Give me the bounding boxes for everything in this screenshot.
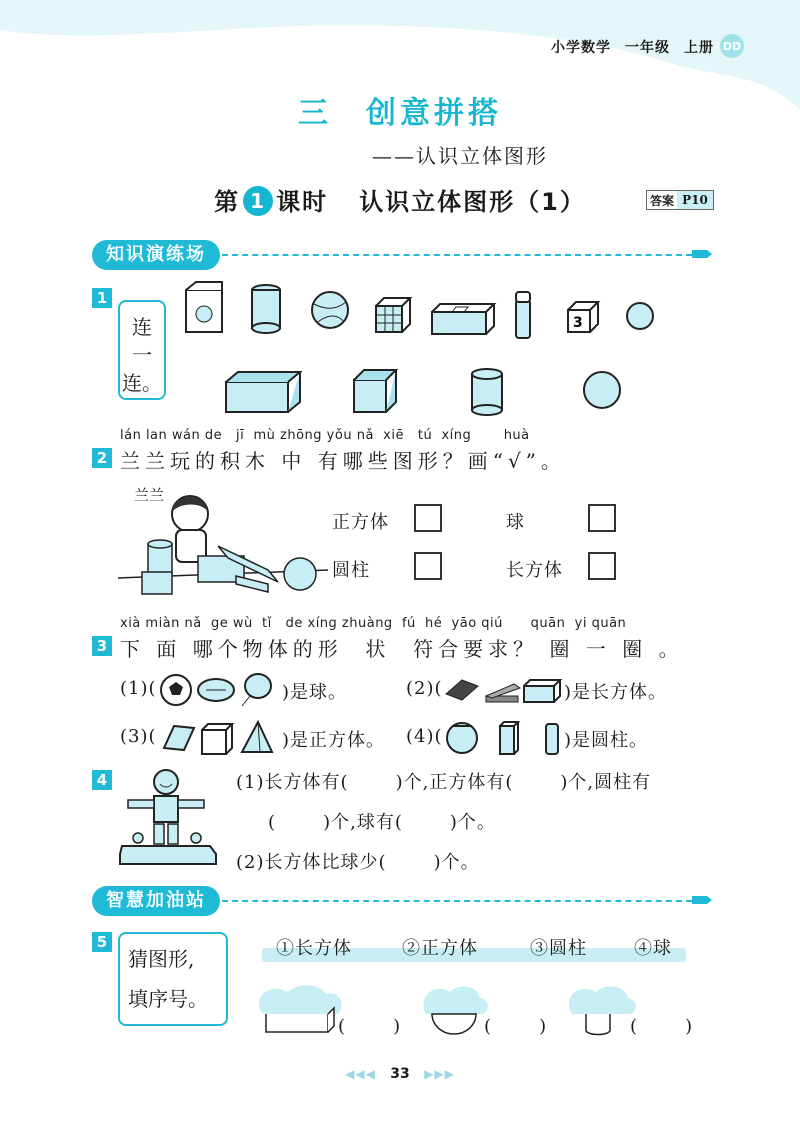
dice-icon[interactable] xyxy=(568,302,598,332)
q4-robot-figure xyxy=(116,768,218,868)
dice-face: 3 xyxy=(573,315,583,331)
cylinder-shape[interactable] xyxy=(472,369,502,415)
q2-option-label: 长方体 xyxy=(506,560,563,581)
toy-ball xyxy=(284,558,316,590)
section-divider xyxy=(222,900,692,902)
header-badge: DD xyxy=(720,34,744,58)
cloud-cuboid xyxy=(259,985,342,1032)
ball-icon[interactable] xyxy=(312,292,348,328)
suitcase-icon[interactable] xyxy=(432,304,494,334)
toy-cylinder xyxy=(148,540,172,574)
cuboid-shape[interactable] xyxy=(226,372,300,412)
milk-carton-icon[interactable] xyxy=(186,282,222,332)
q2-illustration xyxy=(118,486,328,598)
q5-option: ②正方体 xyxy=(402,938,478,959)
q4-line1: (1)长方体有( )个,正方体有( )个,圆柱有 xyxy=(236,772,652,793)
q3-item-label: (2)( xyxy=(406,678,443,699)
q3-pinyin: xià miàn nǎ ge wù tǐ de xíng zhuàng fú hé yāo qiú quān yi quān xyxy=(120,616,627,631)
q2-option-label: 圆柱 xyxy=(332,560,370,581)
q3-item1-objects xyxy=(160,672,280,708)
rugby-ball-icon[interactable] xyxy=(198,679,234,701)
q3-item-tail: )是圆柱。 xyxy=(564,730,649,751)
page-footer xyxy=(0,1066,800,1082)
tall-box-icon[interactable] xyxy=(500,722,518,754)
girl-figure xyxy=(172,496,208,562)
q5-cloud-shapes xyxy=(254,982,694,1038)
chocolate-bar-icon[interactable] xyxy=(446,680,478,700)
q3-question: 下 面 哪个物体的形 状 符合要求？ 圈 一 圈 。 xyxy=(120,637,684,661)
rubiks-cube-icon[interactable] xyxy=(376,298,410,332)
soccer-ball-icon[interactable] xyxy=(161,675,191,705)
unit-title xyxy=(0,88,800,132)
balloon-icon[interactable] xyxy=(242,674,271,706)
cube-box-icon[interactable] xyxy=(202,724,232,754)
lesson-prefix: 第 xyxy=(214,188,241,216)
q1-label-line: 一 xyxy=(132,343,152,367)
q2-option-label: 正方体 xyxy=(332,512,389,533)
question-number-2: 2 xyxy=(92,448,112,468)
q1-bottom-shapes xyxy=(220,368,640,418)
q5-label-box xyxy=(118,932,228,1026)
can-icon[interactable] xyxy=(252,285,280,333)
box-icon[interactable] xyxy=(524,680,560,702)
q2-checkbox-sphere[interactable] xyxy=(588,504,616,532)
unit-number: 三 xyxy=(298,96,332,131)
stapler-icon[interactable] xyxy=(486,684,520,702)
q5-blank[interactable]: ( ) xyxy=(630,1016,694,1037)
prev-arrows-icon: ◀◀◀ xyxy=(345,1067,376,1081)
question-number-3: 3 xyxy=(92,636,112,656)
q2-girl-name: 兰兰 xyxy=(134,486,165,504)
battery-icon[interactable] xyxy=(546,724,558,754)
q5-option: ④球 xyxy=(634,938,672,959)
header-volume: 上册 xyxy=(684,40,714,56)
page-number: 33 xyxy=(390,1066,410,1082)
q3-item-tail: )是长方体。 xyxy=(564,682,668,703)
q3-item-label: (1)( xyxy=(120,678,157,699)
q3-item-tail: )是球。 xyxy=(282,682,348,703)
unit-subtitle: ——认识立体图形 xyxy=(372,144,548,168)
question-number-4: 4 xyxy=(92,770,112,790)
cloud-sphere xyxy=(423,986,487,1034)
answer-page: P10 xyxy=(677,191,713,209)
q1-label-line: 连。 xyxy=(122,371,162,395)
q5-option: ①长方体 xyxy=(276,938,352,959)
q2-checkbox-cube[interactable] xyxy=(414,504,442,532)
next-arrows-icon: ▶▶▶ xyxy=(424,1067,455,1081)
q1-label-box xyxy=(118,300,166,400)
header-grade: 一年级 xyxy=(625,40,670,56)
answer-tag xyxy=(646,190,714,210)
q1-label-line: 连 xyxy=(132,315,152,339)
q2-question: 兰兰玩的积木 中 有哪些图形？画“√”。 xyxy=(120,449,566,473)
q5-option: ③圆柱 xyxy=(530,938,587,959)
q3-item-label: (4)( xyxy=(406,726,443,747)
cube-shape[interactable] xyxy=(354,370,396,412)
section-practice: 知识演练场 xyxy=(92,240,220,270)
tilted-block-icon[interactable] xyxy=(164,726,194,750)
q4-line3: (2)长方体比球少( )个。 xyxy=(236,852,480,873)
lesson-number: 1 xyxy=(243,186,273,216)
header-subject: 小学数学 xyxy=(551,40,611,56)
unit-name: 创意拼搭 xyxy=(366,96,502,131)
fishbowl-icon[interactable] xyxy=(447,723,477,753)
pencil-icon xyxy=(692,250,712,258)
glue-stick-icon[interactable] xyxy=(516,292,530,338)
q3-item-label: (3)( xyxy=(120,726,157,747)
q2-option-label: 球 xyxy=(506,512,525,533)
q4-line2: ( )个,球有( )个。 xyxy=(268,812,496,833)
section-challenge: 智慧加油站 xyxy=(92,886,220,916)
lesson-suffix: 课时 xyxy=(276,188,329,216)
q5-label-line: 填序号。 xyxy=(128,987,208,1011)
q2-checkbox-cylinder[interactable] xyxy=(414,552,442,580)
answer-label: 答案 xyxy=(650,193,675,208)
section-divider xyxy=(222,254,692,256)
q3-item-tail: )是正方体。 xyxy=(282,730,386,751)
pyramid-icon[interactable] xyxy=(242,722,272,752)
cloud-cylinder xyxy=(569,986,636,1034)
q3-item3-objects xyxy=(160,718,280,758)
q5-blank[interactable]: ( ) xyxy=(338,1016,402,1037)
toy-blocks xyxy=(198,546,278,592)
question-number-5: 5 xyxy=(92,932,112,952)
q5-blank[interactable]: ( ) xyxy=(484,1016,548,1037)
q5-label-line: 猜图形, xyxy=(128,947,195,971)
q2-pinyin: lán lan wán de jī mù zhōng yǒu nǎ xiē tú xíng huà xyxy=(120,428,530,443)
sphere-shape[interactable] xyxy=(584,372,620,408)
q1-top-objects xyxy=(180,280,660,340)
q3-item4-objects xyxy=(444,718,564,758)
marble-icon[interactable] xyxy=(627,303,653,329)
question-number-1: 1 xyxy=(92,288,112,308)
toy-cube xyxy=(142,572,172,594)
q2-checkbox-cuboid[interactable] xyxy=(588,552,616,580)
q3-item2-objects xyxy=(444,672,564,708)
lesson-name: 认识立体图形（1） xyxy=(359,188,586,216)
header-meta xyxy=(537,37,714,57)
pencil-icon xyxy=(692,896,712,904)
